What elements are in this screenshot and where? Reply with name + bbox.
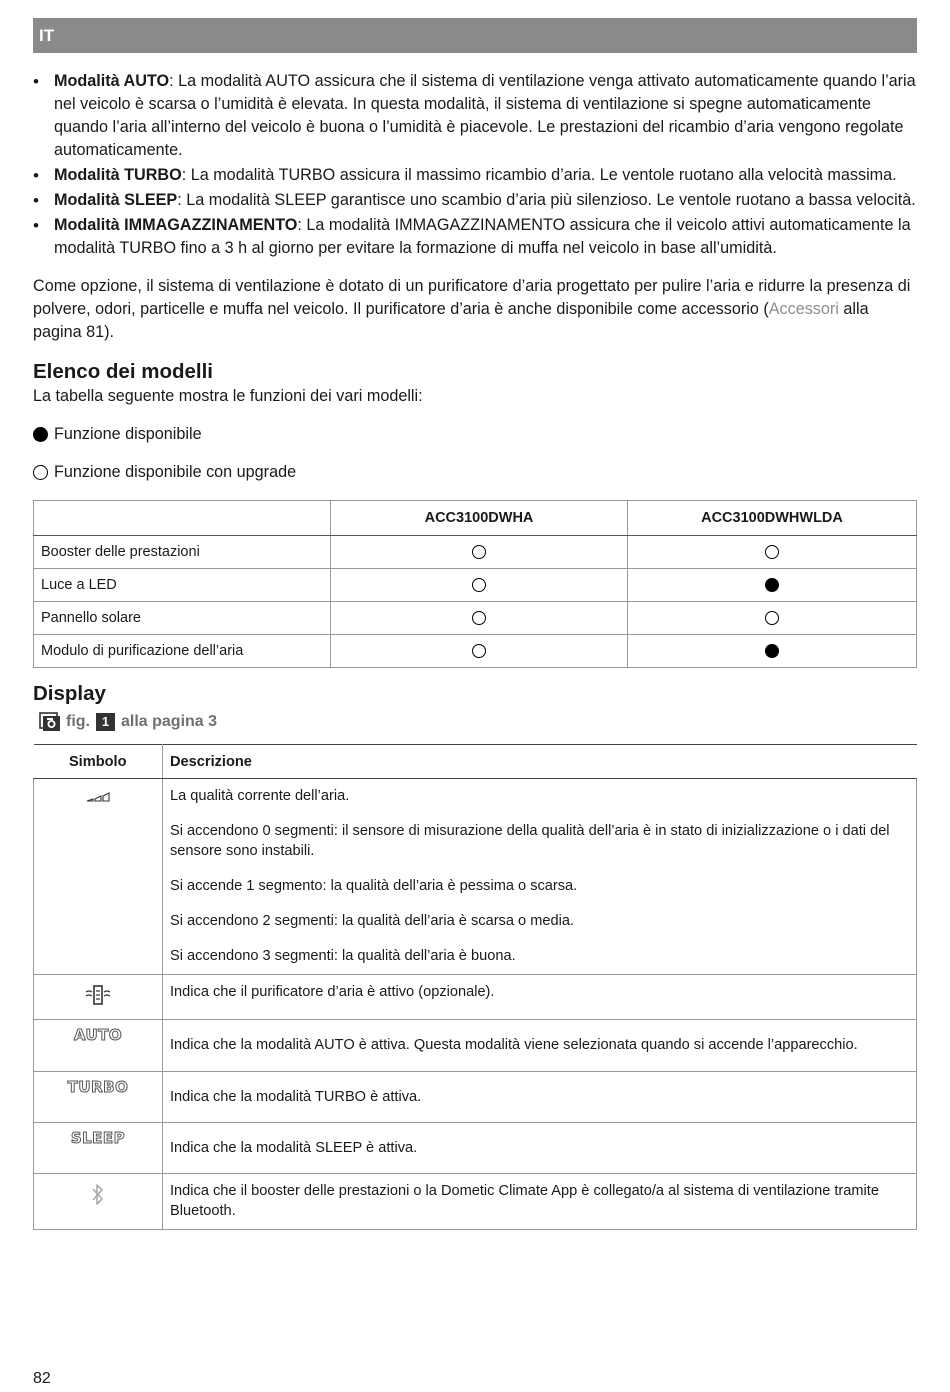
display-heading: Display <box>33 682 106 705</box>
models-table <box>33 500 917 668</box>
camera-icon <box>39 712 61 732</box>
language-header <box>33 18 917 53</box>
models-col-feature <box>34 501 331 536</box>
table-row: TURBO Indica che la modalità TURBO è attiva. <box>34 1072 917 1123</box>
filled-circle-icon <box>765 578 779 592</box>
legend-filled: Funzione disponibile <box>33 423 917 446</box>
table-row <box>34 569 917 602</box>
filled-circle-icon <box>765 644 779 658</box>
feature-label: Pannello solare <box>34 602 331 635</box>
mode-text: : La modalità AUTO assicura che il sistema di ventilazione venga attivato automaticamente quando l’aria nel veicolo è scarsa o l’umidità è elevata. In questa modalità, il sistema di ventilazione si spegne automaticamente quando l’aria all’interno del veicolo è buona o l’umidità è piacevole. Le prestazioni del ricambio d’aria vengono regolate automaticamente. <box>54 72 916 159</box>
mode-term: Modalità IMMAGAZZINAMENTO <box>54 216 298 234</box>
table-row: Indica che il booster delle prestazioni o la Dometic Climate App è collegato/a al sistema di ventilazione tramite Bluetooth. <box>34 1174 917 1230</box>
empty-circle-icon <box>472 578 486 592</box>
empty-circle-icon <box>472 545 486 559</box>
air-quality-segments-icon <box>85 789 111 805</box>
document-page <box>33 0 917 1230</box>
mode-text: : La modalità SLEEP garantisce uno scambio d’aria più silenzioso. Le ventole ruotano a bassa velocità. <box>177 191 916 209</box>
display-table <box>33 744 917 1230</box>
col-description: Descrizione <box>163 745 917 779</box>
mode-text: : La modalità TURBO assicura il massimo ricambio d’aria. Le ventole ruotano alla velocità massima. <box>181 166 897 184</box>
table-row: La qualità corrente dell’aria. Si accendono 0 segmenti: il sensore di misurazione della qualità dell’aria è in stato di inizializzazione o i dati del sensore sono instabili. Si accende 1 segmento: la qualità dell’aria è pessima o scarsa. Si accendono 2 segmenti: la qualità dell’aria è scarsa o media. Si accendono 3 segmenti: la qualità dell’aria è buona. <box>34 779 917 975</box>
models-col-b: ACC3100DWHWLDA <box>628 501 917 536</box>
models-col-a: ACC3100DWHA <box>331 501 628 536</box>
models-intro: La tabella seguente mostra le funzioni dei vari modelli: <box>33 387 423 405</box>
table-row: AUTO Indica che la modalità AUTO è attiva. Questa modalità viene selezionata quando si accende l’apparecchio. <box>34 1020 917 1072</box>
page-number: 82 <box>33 1370 51 1387</box>
empty-circle-icon <box>33 465 48 480</box>
empty-circle-icon <box>765 545 779 559</box>
empty-circle-icon <box>765 611 779 625</box>
table-row <box>34 602 917 635</box>
modes-list <box>33 70 917 260</box>
list-item: • Modalità IMMAGAZZINAMENTO: La modalità IMMAGAZZINAMENTO assicura che il veicolo attivi automaticamente la modalità TURBO fino a 3 h al giorno per evitare la formazione di muffa nel veicolo in base all’umidità. <box>33 216 911 257</box>
mode-term: Modalità AUTO <box>54 72 170 90</box>
purifier-intro: Come opzione, il sistema di ventilazione è dotato di un purificatore d’aria progettato per pulire l’aria e ridurre la presenza di polvere, odori, particelle e muffa nel veicolo. Il purificatore d’aria è anche disponibile come accessorio (Accessori alla pagina 81). <box>33 277 911 341</box>
mode-term: Modalità SLEEP <box>54 191 178 209</box>
empty-circle-icon <box>472 611 486 625</box>
legend-empty: Funzione disponibile con upgrade <box>33 461 917 484</box>
feature-label: Booster delle prestazioni <box>34 536 331 569</box>
mode-text: : La modalità IMMAGAZZINAMENTO assicura che il veicolo attivi automaticamente la modalità TURBO fino a 3 h al giorno per evitare la formazione di muffa nel veicolo in base all’umidità. <box>54 216 911 257</box>
mode-term: Modalità TURBO <box>54 166 182 184</box>
models-heading: Elenco dei modelli <box>33 360 213 383</box>
bluetooth-icon <box>90 1182 106 1208</box>
table-row <box>34 536 917 569</box>
turbo-mode-icon: TURBO <box>67 1078 129 1096</box>
col-symbol: Simbolo <box>34 745 163 779</box>
sleep-mode-icon: SLEEP <box>70 1129 126 1147</box>
feature-label: Modulo di purificazione dell’aria <box>34 635 331 668</box>
feature-label: Luce a LED <box>34 569 331 602</box>
language-code: IT <box>39 26 55 45</box>
figure-reference[interactable]: fig. 1 alla pagina 3 <box>39 710 917 734</box>
accessories-link[interactable]: Accessori <box>768 300 839 318</box>
list-item: • Modalità TURBO: La modalità TURBO assicura il massimo ricambio d’aria. Le ventole ruotano alla velocità massima. <box>33 166 897 185</box>
figure-number: 1 <box>96 713 115 731</box>
list-item: • Modalità SLEEP: La modalità SLEEP garantisce uno scambio d’aria più silenzioso. Le ventole ruotano a bassa velocità. <box>33 191 916 210</box>
table-row: Indica che il purificatore d’aria è attivo (opzionale). <box>34 975 917 1020</box>
table-row: SLEEP Indica che la modalità SLEEP è attiva. <box>34 1123 917 1174</box>
air-purifier-icon <box>85 983 111 1007</box>
filled-circle-icon <box>33 427 48 442</box>
table-row <box>34 635 917 668</box>
auto-mode-icon: AUTO <box>73 1026 123 1044</box>
list-item: • Modalità AUTO: La modalità AUTO assicura che il sistema di ventilazione venga attivato automaticamente quando l’aria nel veicolo è scarsa o l’umidità è elevata. In questa modalità, il sistema di ventilazione si spegne automaticamente quando l’aria all’interno del veicolo è buona o l’umidità è piacevole. Le prestazioni del ricambio d’aria vengono regolate automaticamente. <box>33 72 916 159</box>
empty-circle-icon <box>472 644 486 658</box>
